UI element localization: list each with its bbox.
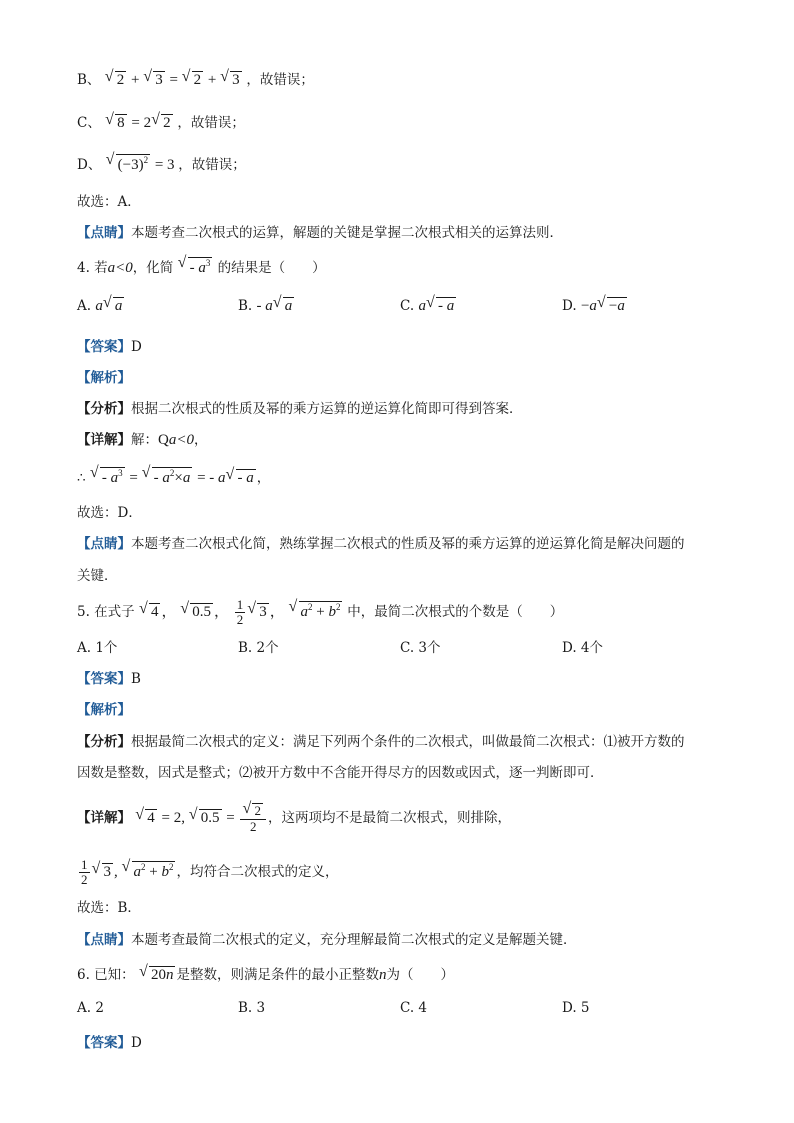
detail-label: 【详解】 [77,432,131,448]
comment-text: 本题考查二次根式化简，熟练掌握二次根式的性质及幂的乘方运算的逆运算化简是解决问题的 [131,536,685,552]
detail-label: 【详解】 [77,810,131,827]
comment-text: 本题考查最简二次根式的定义，充分理解最简二次根式的定义是解题关键． [131,932,577,948]
q4-expression: √ - $a^3$ [178,260,214,276]
q5-analysis-cont: 因数是整数，因式是整式；⑵被开方数中不含能开得尽方的因数或因式，逐一判断即可． [77,765,604,781]
q4-number: 4. 若 [77,260,108,276]
q6-option-a: A. 2 [77,1000,104,1016]
answer-value: B [131,671,141,687]
q5-option-d: D. 4个 [562,640,604,656]
comment-tag: 【点睛】 [77,932,131,948]
option-b-formula: √ 2 + √ 3 = √ 2 + √ 3 [105,72,247,88]
option-b-conclusion: ，故错误； [246,72,314,88]
q3-comment [77,221,563,241]
option-formula: a√ - a [418,298,457,314]
q5-analysis [77,730,685,750]
detail-suffix: ，均符合二次根式的定义， [176,864,339,881]
q6-answer [77,1031,142,1051]
q5-stem-suffix: 中，最简二次根式的个数是（ ） [347,604,564,621]
detail-suffix: ， [193,432,208,448]
q4-stem-suffix: 的结果是（ ） [217,260,326,276]
q4-condition: a<0 [107,260,133,276]
q6-variable: n [378,967,387,983]
detail-formula: √ 4 = 2, √ 0.5 = √ $\frac{2}{2}$ [135,810,268,826]
derivation-suffix: ， [256,470,271,486]
option-d-label: D、 [77,157,102,173]
option-c-formula: √ 8 = 2√ 2 [105,115,177,131]
separator: ， [161,604,177,621]
comment-tag: 【点睛】 [77,225,131,241]
q4-option-a [77,297,125,315]
q5-analysis-tag: 【解析】 [77,702,131,718]
analysis-label: 【分析】 [77,734,131,750]
detail-symbol: Q [158,432,169,448]
comment-tag: 【点睛】 [77,536,131,552]
option-c-conclusion: ，故错误； [177,115,245,131]
detail-formula: $\frac{1}{2}$ √ 3 , √ $a^2 + b^2$ [77,864,176,880]
q5-answer [77,667,141,687]
q5-option-c: C. 3个 [400,640,441,656]
q5-detail [77,803,511,834]
q5-choice: 故选：B． [77,900,141,916]
q5-option-b: B. 2个 [238,640,279,656]
q4-detail [77,428,207,449]
q4-analysis [77,397,523,417]
option-d-line [77,153,717,175]
q5-option-a: A. 1个 [77,640,118,656]
q6-stem [77,963,454,984]
q6-stem-suffix: 为（ ） [386,967,454,983]
option-b-label: B、 [77,72,101,88]
q5-number: 5. 在式子 [77,604,135,621]
detail-prefix: 解： [131,432,158,448]
answer-tag: 【答案】 [77,1035,131,1051]
q6-number: 6. 已知： [77,967,135,983]
q4-comment [77,532,685,552]
option-label: B. [238,298,253,314]
option-label: D. [562,298,577,314]
option-label: C. [400,298,415,314]
derivation-formula: √ - $a^3$ = √ - $a^2\times a$ = - a√ - a [90,470,257,486]
analysis-text: 根据最简二次根式的定义：满足下列两个条件的二次根式，叫做最简二次根式：⑴被开方数的 [131,734,685,750]
option-formula: a√ a [95,298,125,314]
comment-text: 本题考查二次根式的运算，解题的关键是掌握二次根式相关的运算法则． [131,225,563,241]
separator: ， [269,604,285,621]
q6-option-c: C. 4 [400,1000,428,1016]
q4-derivation [77,466,270,487]
option-c-label: C、 [77,115,101,131]
q6-expression: √ 20n [139,967,177,983]
q5-detail-cont [77,858,338,888]
detail-suffix: ，这两项均不是最简二次根式，则排除， [267,810,511,827]
detail-condition: a<0 [168,432,194,448]
q6-options [77,1000,717,1022]
option-d-formula: √ $(-3)^2 = 3$ [106,157,179,173]
answer-tag: 【答案】 [77,339,131,355]
q5-comment [77,928,577,948]
q6-stem-mid: 是整数，则满足条件的最小正整数 [176,967,379,983]
option-label: A. [77,298,92,314]
option-c-line [77,111,717,133]
q4-comment-cont: 关键． [77,568,118,584]
answer-value: D [131,339,142,355]
q4-option-c [400,297,457,315]
q4-choice: 故选：D． [77,505,142,521]
option-b-line [77,68,717,90]
q6-option-b: B. 3 [238,1000,266,1016]
q4-stem [77,256,326,277]
q4-stem-mid: ，化简 [132,260,174,276]
q5-stem [77,598,563,628]
q4-answer [77,335,142,355]
option-formula: −a√ −a [581,298,628,314]
option-d-conclusion: ，故错误； [178,157,246,173]
q4-options [77,297,717,319]
answer-tag: 【答案】 [77,671,131,687]
q4-analysis-tag: 【解析】 [77,370,131,386]
q5-options [77,636,717,658]
answer-value: D [131,1035,142,1051]
therefore-symbol: ∴ [77,470,86,486]
separator: ， [213,604,229,621]
q6-option-d: D. 5 [562,1000,590,1016]
q3-choice: 故选：A． [77,194,141,210]
q4-option-d [562,297,628,315]
q4-option-b [238,297,295,315]
analysis-text: 根据二次根式的性质及幂的乘方运算的逆运算化简即可得到答案． [131,401,523,417]
q5-expressions: √ 4 ， √ 0.5 ， $\frac{1}{2}$ √ 3 ， √ $a^2 + b^2$ [139,604,347,620]
option-formula: - a√ a [257,298,296,314]
analysis-label: 【分析】 [77,401,131,417]
